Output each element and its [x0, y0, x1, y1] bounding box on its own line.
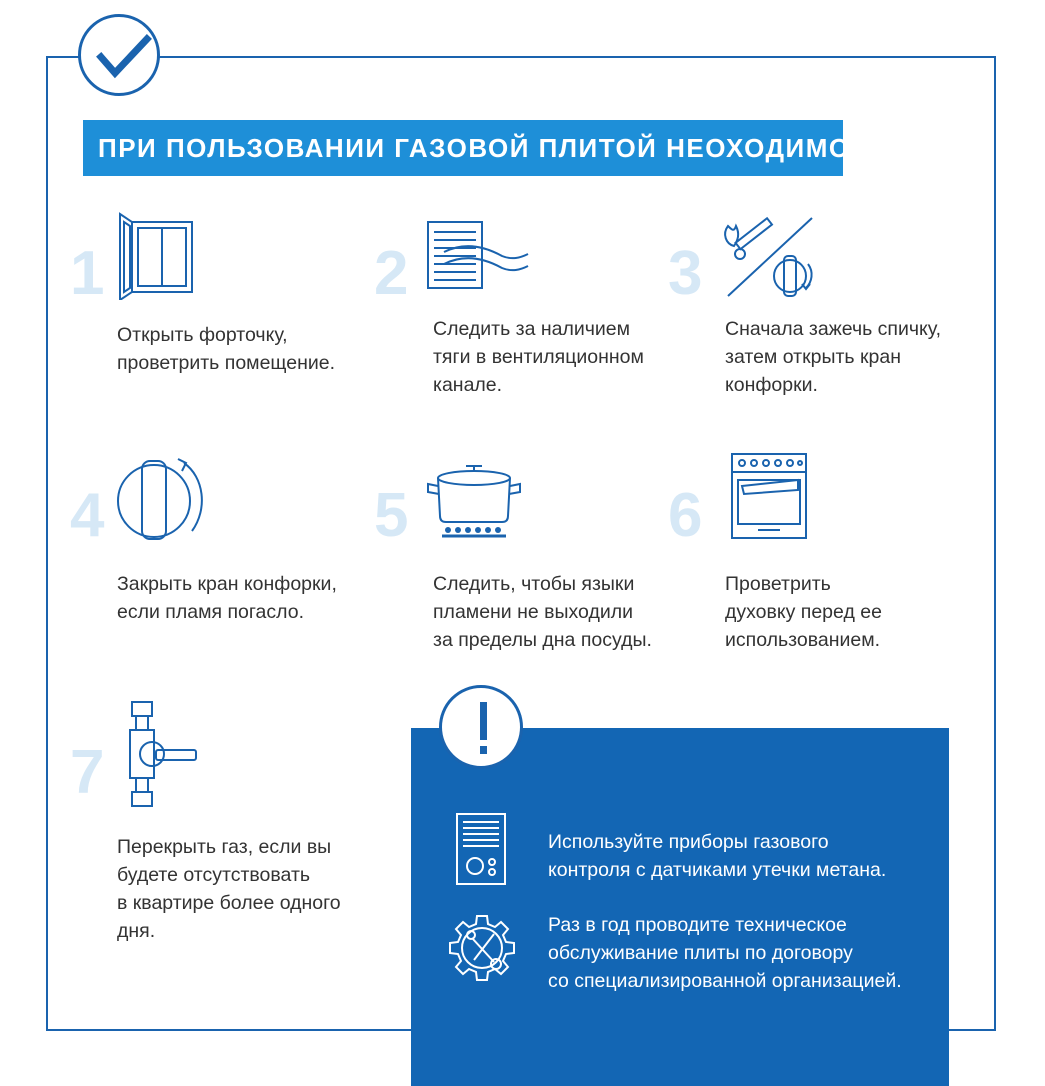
warning-badge — [439, 685, 523, 769]
step-2-text: Следить за наличием тяги в вентиляционном канале. — [433, 318, 644, 396]
gas-valve-icon — [122, 700, 200, 808]
tip-2-text: Раз в год проводите техническое обслуживание плиты по договору со специализированной организацией. — [548, 914, 902, 992]
burner-knob-icon — [114, 455, 210, 545]
pot-on-flame-icon — [424, 458, 524, 540]
step-number: 5 — [374, 481, 409, 550]
gas-detector-icon — [455, 812, 507, 886]
service-gear-tools-icon — [444, 912, 520, 988]
step-number: 6 — [668, 481, 703, 550]
checkmark-badge — [78, 14, 160, 96]
tip-1-text: Используйте приборы газового контроля с датчиками утечки метана. — [548, 831, 887, 881]
checkmark-icon — [81, 17, 163, 99]
step-7-text: Перекрыть газ, если вы будете отсутствовать в квартире более одного дня. — [117, 836, 341, 942]
tips-panel — [411, 728, 949, 1086]
step-number: 7 — [70, 738, 105, 807]
step-1-text: Открыть форточку, проветрить помещение. — [117, 324, 336, 374]
step-number: 2 — [374, 239, 409, 308]
step-4-text: Закрыть кран конфорки, если пламя погасло. — [117, 573, 337, 623]
window-icon — [116, 212, 198, 300]
page-title: ПРИ ПОЛЬЗОВАНИИ ГАЗОВОЙ ПЛИТОЙ НЕОХОДИМО: — [83, 120, 843, 176]
step-number: 1 — [70, 239, 105, 308]
exclamation-icon — [442, 688, 526, 772]
oven-icon — [728, 450, 810, 542]
step-3-text: Сначала зажечь спичку, затем открыть кран конфорки. — [725, 318, 942, 396]
step-5-text: Следить, чтобы языки пламени не выходили за пределы дна посуды. — [433, 573, 652, 651]
step-6-text: Проветрить духовку перед ее использованием. — [725, 573, 882, 651]
step-number: 4 — [70, 481, 105, 550]
ventilation-draft-icon — [424, 218, 534, 298]
match-and-knob-icon — [714, 212, 820, 302]
step-number: 3 — [668, 239, 703, 308]
